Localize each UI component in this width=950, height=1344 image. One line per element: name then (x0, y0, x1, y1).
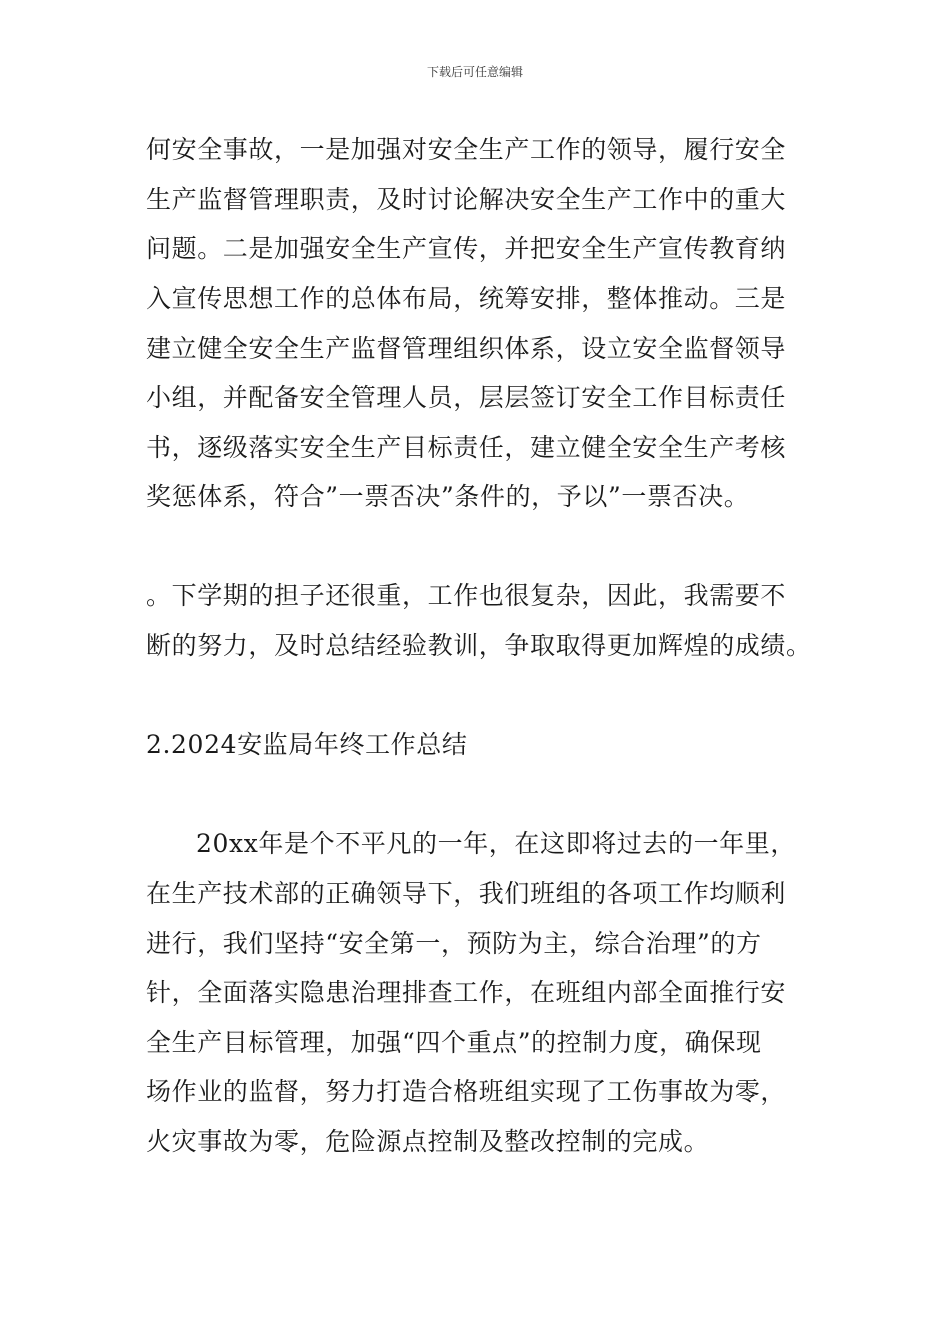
paragraph-1-line-1: 何安全事故，一是加强对安全生产工作的领导，履行安全 (146, 135, 787, 164)
paragraph-3-line-1: 20xx年是个不平凡的一年，在这即将过去的一年里， (196, 829, 797, 858)
section-heading: 2.2024安监局年终工作总结 (146, 730, 468, 759)
paragraph-1-line-8: 奖惩体系，符合”一票否决”条件的，予以”一票否决。 (146, 482, 750, 511)
paragraph-3-line-3: 进行，我们坚持“安全第一，预防为主，综合治理”的方 (146, 929, 762, 958)
paragraph-1-line-6: 小组，并配备安全管理人员，层层签订安全工作目标责任 (146, 383, 787, 412)
paragraph-3-line-4: 针，全面落实隐患治理排查工作，在班组内部全面推行安 (146, 978, 787, 1007)
paragraph-2-line-1: 。下学期的担子还很重，工作也很复杂，因此，我需要不 (146, 581, 787, 610)
paragraph-1-line-2: 生产监督管理职责，及时讨论解决安全生产工作中的重大 (146, 185, 787, 214)
paragraph-3-line-7: 火灾事故为零，危险源点控制及整改控制的完成。 (146, 1127, 710, 1156)
page-header-note: 下载后可任意编辑 (426, 65, 523, 79)
paragraph-1-line-3: 问题。二是加强安全生产宣传，并把安全生产宣传教育纳 (146, 234, 787, 263)
paragraph-2-line-2: 断的努力，及时总结经验教训，争取取得更加辉煌的成绩。 (146, 631, 812, 660)
paragraph-1-line-5: 建立健全安全生产监督管理组织体系，设立安全监督领导 (146, 334, 787, 363)
paragraph-3-line-5: 全生产目标管理，加强“四个重点”的控制力度，确保现 (146, 1028, 762, 1057)
paragraph-3-line-6: 场作业的监督，努力打造合格班组实现了工伤事故为零， (146, 1077, 787, 1106)
paragraph-3-line-2: 在生产技术部的正确领导下，我们班组的各项工作均顺利 (146, 879, 787, 908)
paragraph-1-line-7: 书，逐级落实安全生产目标责任，建立健全安全生产考核 (146, 433, 787, 462)
paragraph-1-line-4: 入宣传思想工作的总体布局，统筹安排，整体推动。三是 (146, 284, 787, 313)
